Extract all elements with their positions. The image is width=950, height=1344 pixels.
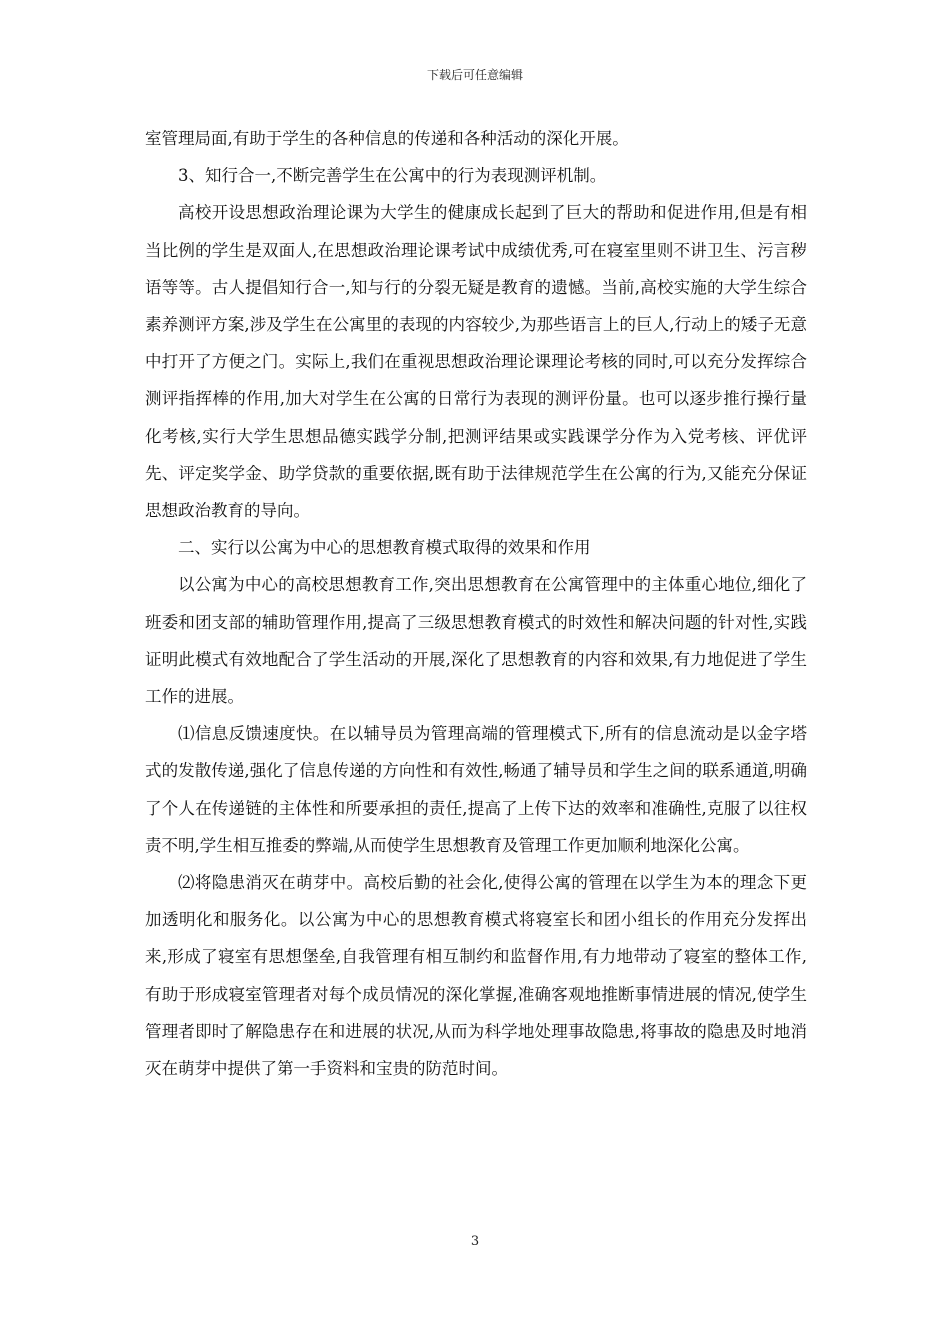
page-header: 下载后可任意编辑 [426,68,523,82]
paragraph: 高校开设思想政治理论课为大学生的健康成长起到了巨大的帮助和促进作用,但是有相当比例的学生是双面人,在思想政治理论课考试中成绩优秀,可在寝室里则不讲卫生、污言秽语等等。古人提倡知行合一,知与行的分裂无疑是教育的遗憾。当前,高校实施的大学生综合素养测评方案,涉及学生在公寓里的表现的内容较少,为那些语言上的巨人,行动上的矮子无意中打开了方便之门。实际上,我们在重视思想政治理论课理论考核的同时,可以充分发挥综合测评指挥棒的作用,加大对学生在公寓的日常行为表现的测评份量。也可以逐步推行操行量化考核,实行大学生思想品德实践学分制,把测评结果或实践课学分作为入党考核、评优评先、评定奖学金、助学贷款的重要依据,既有助于法律规范学生在公寓的行为,又能充分保证思想政治教育的导向。 [145,203,807,521]
list-item-paragraph: ⑴信息反馈速度快。在以辅导员为管理高端的管理模式下,所有的信息流动是以金字塔式的发散传递,强化了信息传递的方向性和有效性,畅通了辅导员和学生之间的联系通道,明确了个人在传递链的主体性和所要承担的责任,提高了上传下达的效率和准确性,克服了以往权责不明,学生相互推委的弊端,从而使学生思想教育及管理工作更加顺利地深化公寓。 [145,724,807,855]
paragraph-continuation: 室管理局面,有助于学生的各种信息的传递和各种活动的深化开展。 [145,129,629,148]
page-number: 3 [470,1234,480,1249]
body-text [145,120,807,1087]
paragraph: 以公寓为中心的高校思想教育工作,突出思想教育在公寓管理中的主体重心地位,细化了班委和团支部的辅助管理作用,提高了三级思想教育模式的时效性和解决问题的针对性,实践证明此模式有效地配合了学生活动的开展,深化了思想教育的内容和效果,有力地促进了学生工作的进展。 [145,575,807,707]
section-heading-2: 二、实行以公寓为中心的思想教育模式取得的效果和作用 [178,538,591,558]
list-item-paragraph: ⑵将隐患消灭在萌芽中。高校后勤的社会化,使得公寓的管理在以学生为本的理念下更加透明化和服务化。以公寓为中心的思想教育模式将寝室长和团小组长的作用充分发挥出来,形成了寝室有思想堡垒,自我管理有相互制约和监督作用,有力地带动了寝室的整体工作,有助于形成寝室管理者对每个成员情况的深化掌握,准确客观地推断事情进展的情况,使学生管理者即时了解隐患存在和进展的状况,从而为科学地处理事故隐患,将事故的隐患及时地消灭在萌芽中提供了第一手资料和宝贵的防范时间。 [145,873,807,1079]
section-heading-3: 3、知行合一,不断完善学生在公寓中的行为表现测评机制。 [178,166,607,186]
